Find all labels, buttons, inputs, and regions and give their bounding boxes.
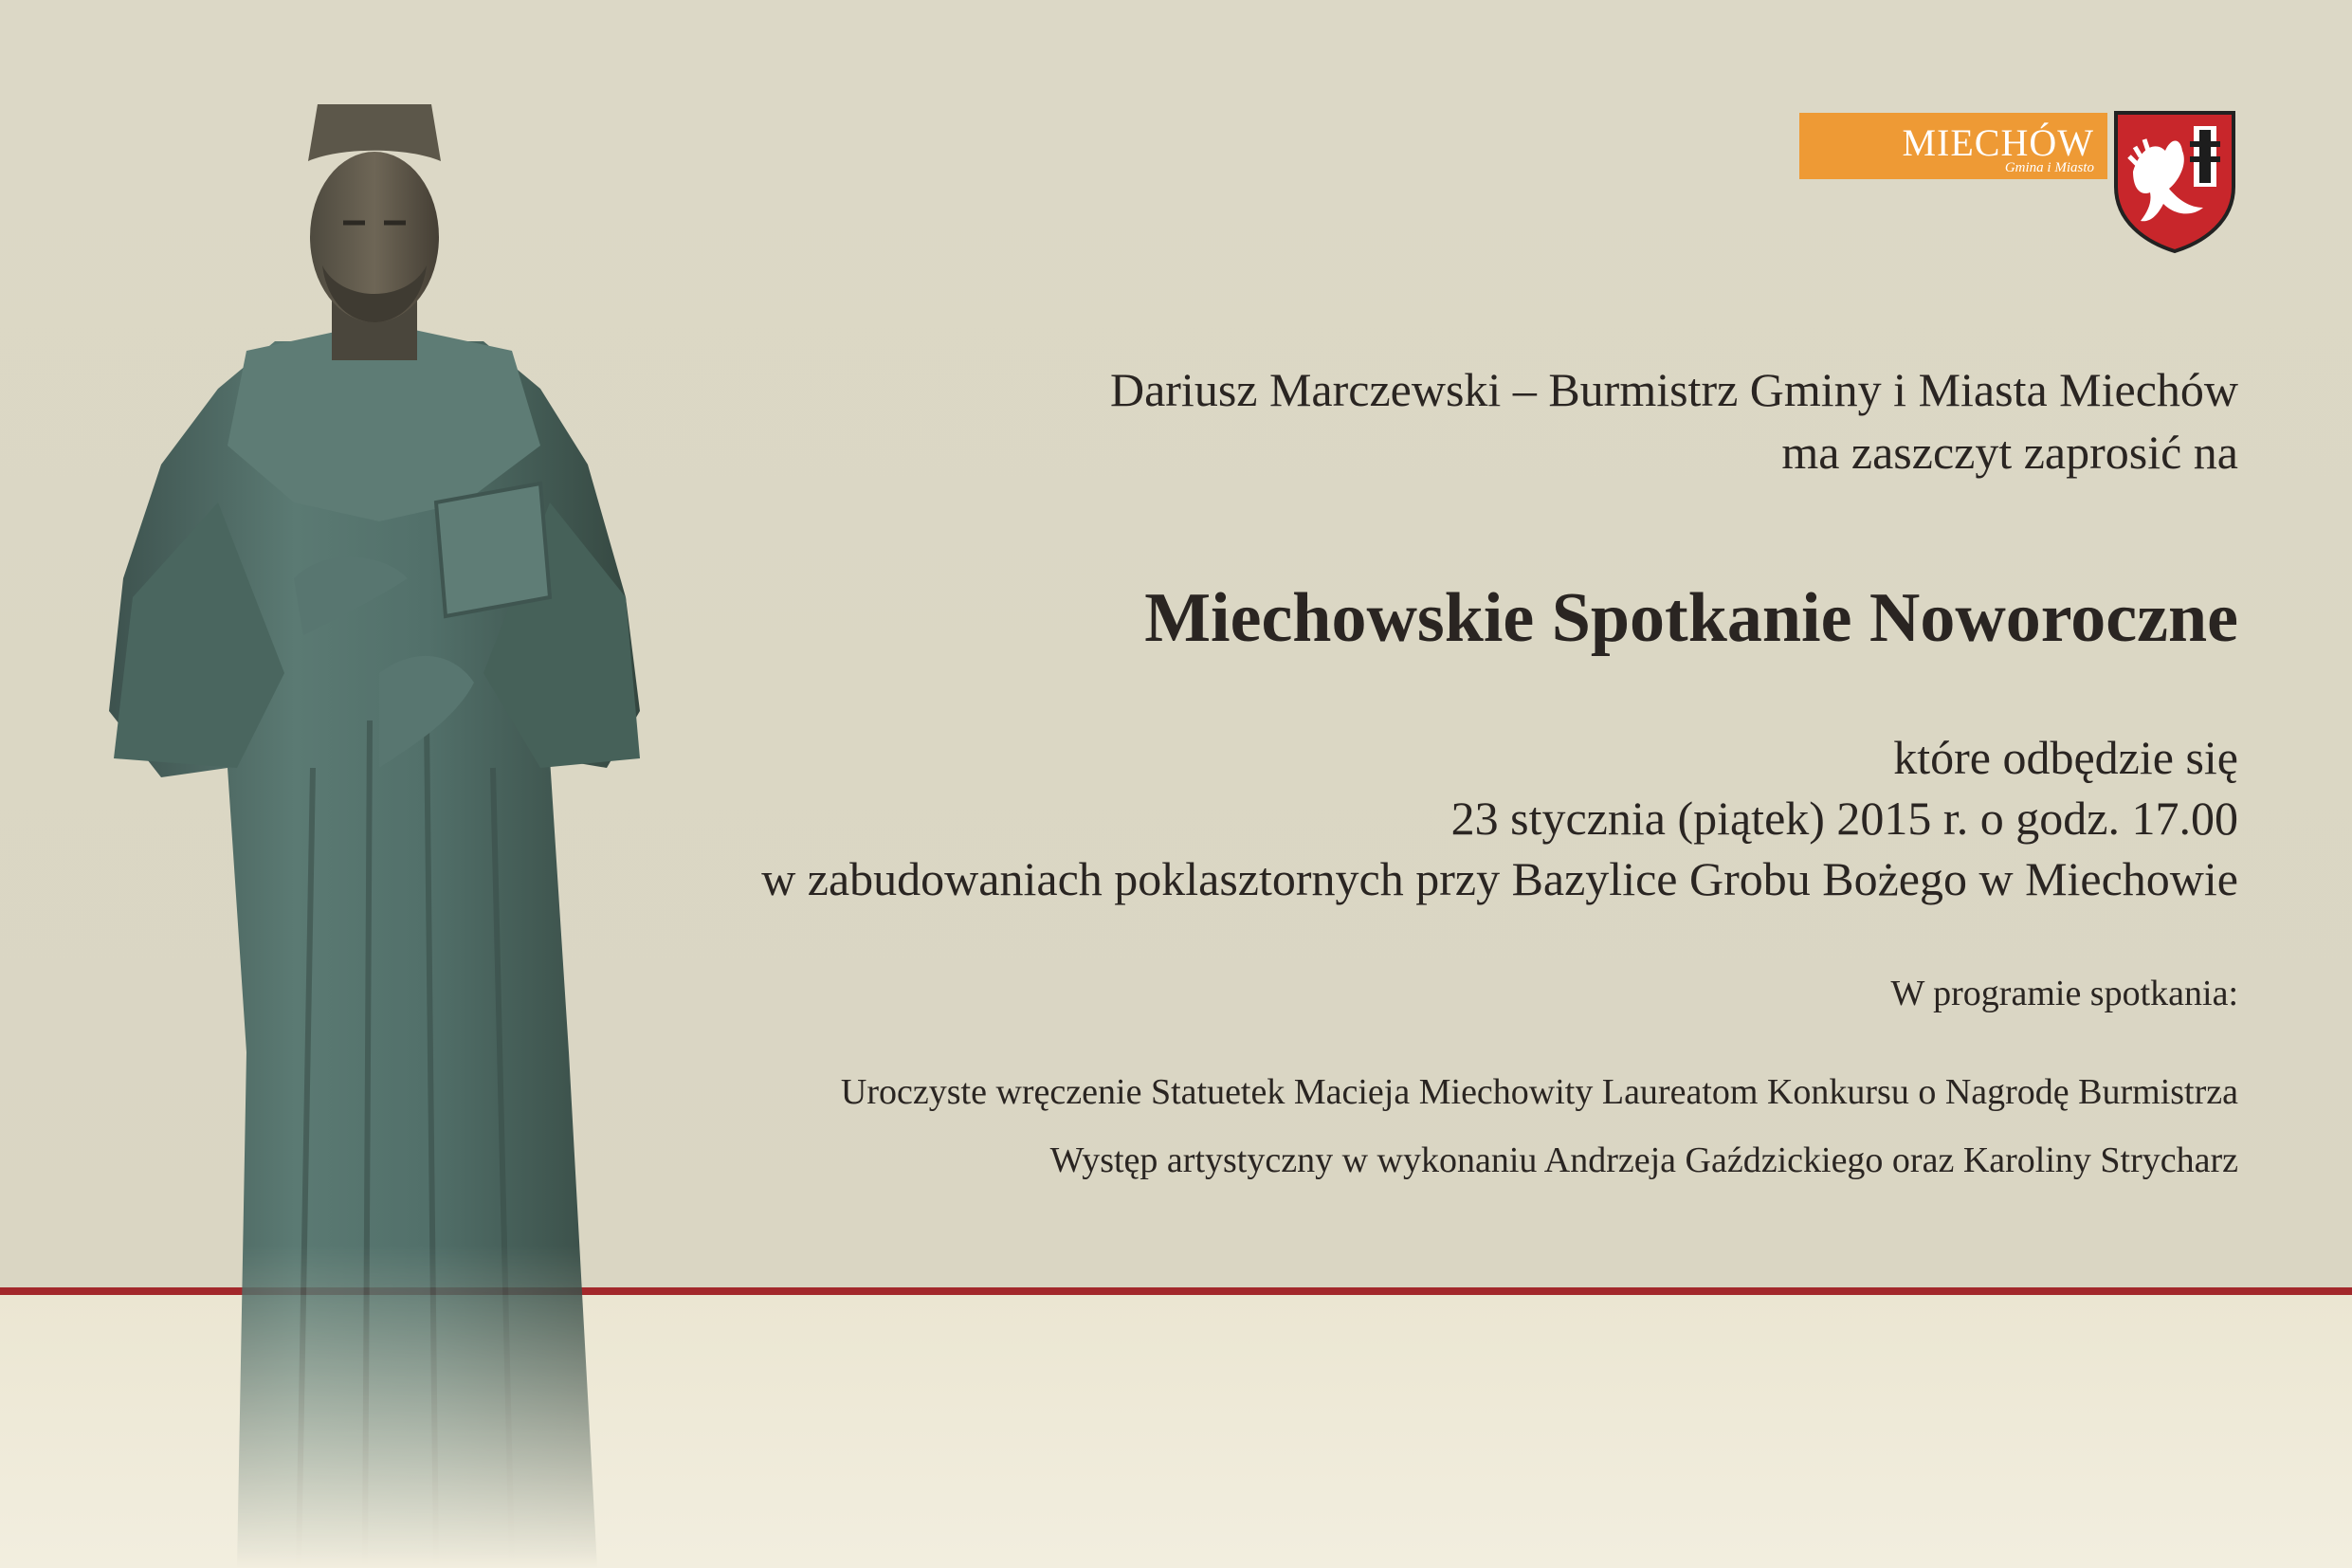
event-title: Miechowskie Spotkanie Noworoczne [1144, 579, 2238, 657]
miechow-logo [1799, 109, 2237, 253]
invitation-host: Dariusz Marczewski – Burmistrz Gminy i Miasta Miechów [1109, 363, 2238, 416]
program-heading: W programie spotkania: [1890, 974, 2238, 1013]
statue-image [95, 104, 720, 1568]
event-date-time: 23 stycznia (piątek) 2015 r. o godz. 17.00 [1450, 792, 2238, 845]
event-when-line-1: które odbędzie się [1893, 731, 2238, 784]
logo-orange-bar [1799, 113, 2107, 179]
invitation-invite-line: ma zaszczyt zaprosić na [1781, 426, 2238, 479]
program-item: Uroczyste wręczenie Statuetek Macieja Miechowity Laureatom Konkursu o Nagrodę Burmistrza [840, 1072, 2238, 1112]
logo-name: MIECHÓW [1902, 121, 2094, 164]
event-location: w zabudowaniach poklasztornych przy Bazylice Grobu Bożego w Miechowie [761, 852, 2238, 905]
crest-icon [2112, 109, 2237, 253]
program-item: Występ artystyczny w wykonaniu Andrzeja Gaździckiego oraz Karoliny Strycharz [1049, 1140, 2238, 1180]
logo-subtitle: Gmina i Miasto [2004, 160, 2094, 175]
